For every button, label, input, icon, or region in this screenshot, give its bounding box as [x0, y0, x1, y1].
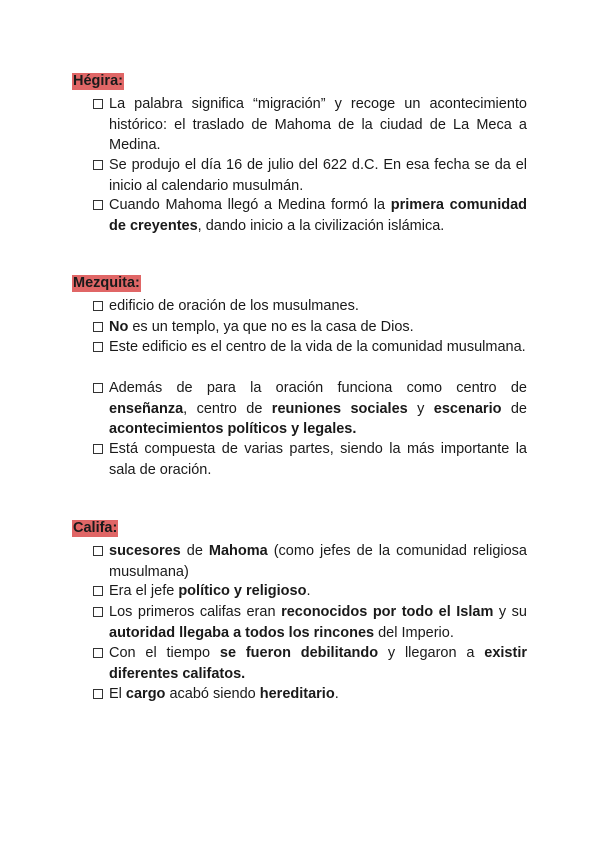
bold-text: Mahoma [208, 543, 268, 559]
checkbox-icon [93, 200, 103, 210]
heading-hegira: Hégira: [73, 73, 123, 89]
checkbox-icon [93, 689, 103, 699]
bold-text: No [109, 319, 129, 335]
text-run: Con el tiempo [109, 645, 220, 661]
bold-text: autoridad llegaba a todos los rincones [109, 624, 375, 641]
checkbox-icon [93, 444, 103, 454]
text-run: y [407, 400, 434, 417]
text-run: del Imperio. [374, 624, 454, 641]
list-item [93, 378, 527, 440]
bold-text: existir diferentes califatos. [109, 645, 527, 682]
checkbox-icon [93, 607, 103, 617]
list-item [93, 602, 527, 643]
text-run: Era el jefe [109, 583, 179, 599]
list-item [93, 337, 527, 358]
text-run: Además de para la oración funciona como centro de [109, 380, 527, 396]
checkbox-icon [93, 586, 103, 596]
text-run: acabó siendo [165, 686, 260, 702]
text-run: La palabra significa “migración” y recoge un acontecimiento histórico: el traslado de Mahoma de la ciudad de La Meca a Medina. [109, 96, 527, 153]
text-run: Se produjo el día 16 de julio del 622 d.C. En esa fecha se da el inicio al calendario musulmán. [109, 157, 527, 194]
bold-text: escenario [433, 400, 502, 417]
heading-califa: Califa: [73, 520, 118, 536]
bold-text: enseñanza [109, 400, 184, 417]
checkbox-icon [93, 99, 103, 109]
text-run: es un templo, ya que no es la casa de Dios. [128, 319, 414, 335]
text-run: (como jefes de la comunidad religiosa musulmana) [109, 543, 528, 580]
checkbox-icon [93, 546, 103, 556]
bold-text: reconocidos por todo el Islam [281, 604, 494, 620]
bold-text: hereditario [259, 686, 335, 702]
checkbox-icon [93, 322, 103, 332]
bold-text: político y religioso [178, 583, 307, 599]
checkbox-icon [93, 301, 103, 311]
text-run: , dando inicio a la civilización islámica. [197, 217, 445, 234]
text-run: de [180, 543, 209, 559]
text-run: y su [493, 604, 527, 620]
checkbox-icon [93, 383, 103, 393]
list-item [93, 155, 527, 196]
checkbox-icon [93, 648, 103, 658]
list-item [93, 581, 527, 602]
bold-text: primera comunidad de creyentes [109, 197, 528, 234]
text-run: Este edificio es el centro de la vida de la comunidad musulmana. [109, 339, 526, 355]
list-item [93, 317, 527, 338]
bold-text: acontecimientos políticos y legales. [109, 421, 357, 437]
heading-mezquita: Mezquita: [73, 275, 140, 291]
text-run: , centro de [183, 400, 272, 417]
text-run: Cuando Mahoma llegó a Medina formó la [109, 197, 391, 213]
text-run: Los primeros califas eran [109, 604, 282, 620]
text-run: El [109, 686, 126, 702]
text-run: . [306, 583, 311, 599]
checkbox-icon [93, 342, 103, 352]
list-item [93, 541, 527, 582]
text-run: y llegaron a [378, 645, 485, 661]
text-run: edificio de oración de los musulmanes. [109, 298, 359, 314]
list-item [93, 684, 527, 705]
list-item [93, 643, 527, 684]
list-item [93, 439, 527, 480]
list-item [93, 195, 527, 236]
bold-text: se fueron debilitando [219, 645, 379, 661]
list-item [93, 94, 527, 156]
text-run: Está compuesta de varias partes, siendo la más importante la sala de oración. [109, 441, 527, 478]
bold-text: sucesores [109, 543, 181, 559]
list-item [93, 296, 527, 317]
text-run: . [334, 686, 339, 702]
checkbox-icon [93, 160, 103, 170]
bold-text: reuniones sociales [271, 400, 408, 417]
text-run: de [501, 400, 527, 417]
bold-text: cargo [125, 686, 166, 702]
